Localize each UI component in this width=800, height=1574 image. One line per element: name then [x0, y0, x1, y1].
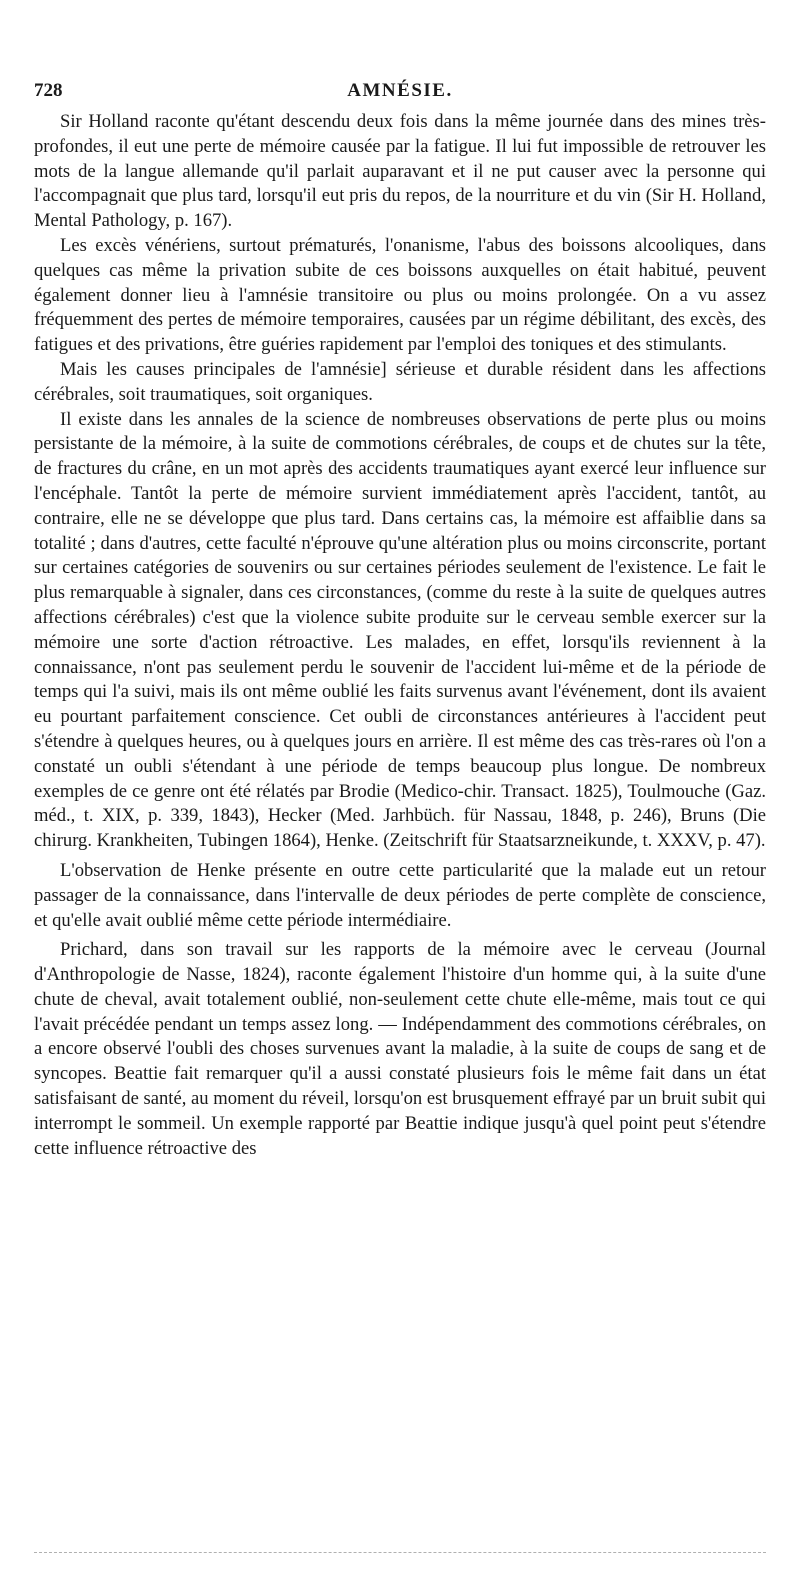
paragraph-exces-veneriens: Les excès vénériens, surtout prématurés, l'onanisme, l'abus des boissons alcooliques, dans quelques cas même la privation subite de ces boissons auxquelles on était habitué, peuvent également donner lieu à l'amnésie transitoire ou plus ou moins prolongée. On a vu assez fréquemment des pertes de mémoire temporaires, causées par un régime débilitant, des excès, des fatigues et des privations, être guéries rapidement par l'emploi des toniques et des stimulants. — [34, 234, 766, 356]
page-header — [34, 80, 766, 110]
paragraph-observation-henke: L'observation de Henke présente en outre cette particularité que la malade eut un retour passager de la connaissance, dans l'intervalle de deux périodes de perte complète de conscience, et qu'elle avait oublié même cette période intermédiaire. — [34, 859, 766, 931]
document-page — [34, 80, 766, 1161]
paragraph-annales-science: Il existe dans les annales de la science de nombreuses observations de perte plus ou moins persistante de la mémoire, à la suite de commotions cérébrales, de coups et de chutes sur la tête, de fractures du crâne, en un mot après des accidents traumatiques ayant exercé leur influence sur l'encéphale. Tantôt la perte de mémoire survient immédiatement après l'accident, tantôt, au contraire, elle ne se développe que plus tard. Dans certains cas, la mémoire est affaiblie dans sa totalité ; dans d'autres, cette faculté n'éprouve qu'une altération plus ou moins circonscrite, portant sur certaines catégories de souvenirs ou sur certaines périodes seulement de l'existence. Le fait le plus remarquable à signaler, dans ces circonstances, (comme du reste à la suite de quelques autres affections cérébrales) c'est que la violence subite produite sur le cerveau semble exercer sur la mémoire une sorte d'action rétroactive. Les malades, en effet, lorsqu'ils reviennent à la connaissance, n'ont pas seulement perdu le souvenir de l'accident lui-même et de la période de temps qui l'a suivi, mais ils ont même oublié les faits survenus avant l'événement, dont ils avaient eu pourtant parfaitement conscience. Cet oubli de circonstances antérieures à l'accident peut s'étendre à quelques heures, ou à quelques jours en arrière. Il est même des cas très-rares où l'on a constaté un oubli s'étendant à une période de temps beaucoup plus longue. De nombreux exemples de ce genre ont été rélatés par Brodie (Medico-chir. Transact. 1825), Toulmouche (Gaz. méd., t. XIX, p. 339, 1843), Hecker (Med. Jarhbüch. für Nassau, 1848, p. 246), Bruns (Die chirurg. Krankheiten, Tubingen 1864), Henke. (Zeitschrift für Staatsarzneikunde, t. XXXV, p. 47). — [34, 408, 766, 852]
paragraph-prichard: Prichard, dans son travail sur les rapports de la mémoire avec le cerveau (Journal d'Anthropologie de Nasse, 1824), raconte également l'histoire d'un homme qui, à la suite d'une chute de cheval, avait totalement oublié, non-seulement cette chute elle-même, mais tout ce qui l'avait précédée pendant un temps assez long. — Indépendamment des commotions cérébrales, on a encore observé l'oubli des choses survenues avant la maladie, à la suite de coups de sang et de syncopes. Beattie fait remarquer qu'il a aussi constaté plusieurs fois le même fait dans un état satisfaisant de santé, au moment du réveil, lorsqu'on est brusquement effrayé par un bruit subit qui interrompt le sommeil. Un exemple rapporté par Beattie indique jusqu'à quel point peut s'étendre cette influence rétroactive des — [34, 939, 766, 1159]
running-title: AMNÉSIE. — [347, 80, 453, 101]
paragraph-holland: Sir Holland raconte qu'étant descendu deux fois dans la même journée dans des mines très-profondes, il eut une perte de mémoire causée par la fatigue. Il lui fut impossible de retrouver les mots de la langue allemande qu'il parlait auparavant et il ne put causer avec la personne qui l'accompagnait que plus tard, lorsqu'il eut pris du repos, de la nourriture et du vin (Sir H. Holland, Mental Pathology, p. 167). — [34, 111, 766, 232]
page-number: 728 — [34, 80, 63, 101]
body-text — [34, 110, 766, 1161]
footer-rule — [34, 1552, 766, 1553]
paragraph-causes-principales: Mais les causes principales de l'amnésie] sérieuse et durable résident dans les affections cérébrales, soit traumatiques, soit organiques. — [34, 358, 766, 405]
